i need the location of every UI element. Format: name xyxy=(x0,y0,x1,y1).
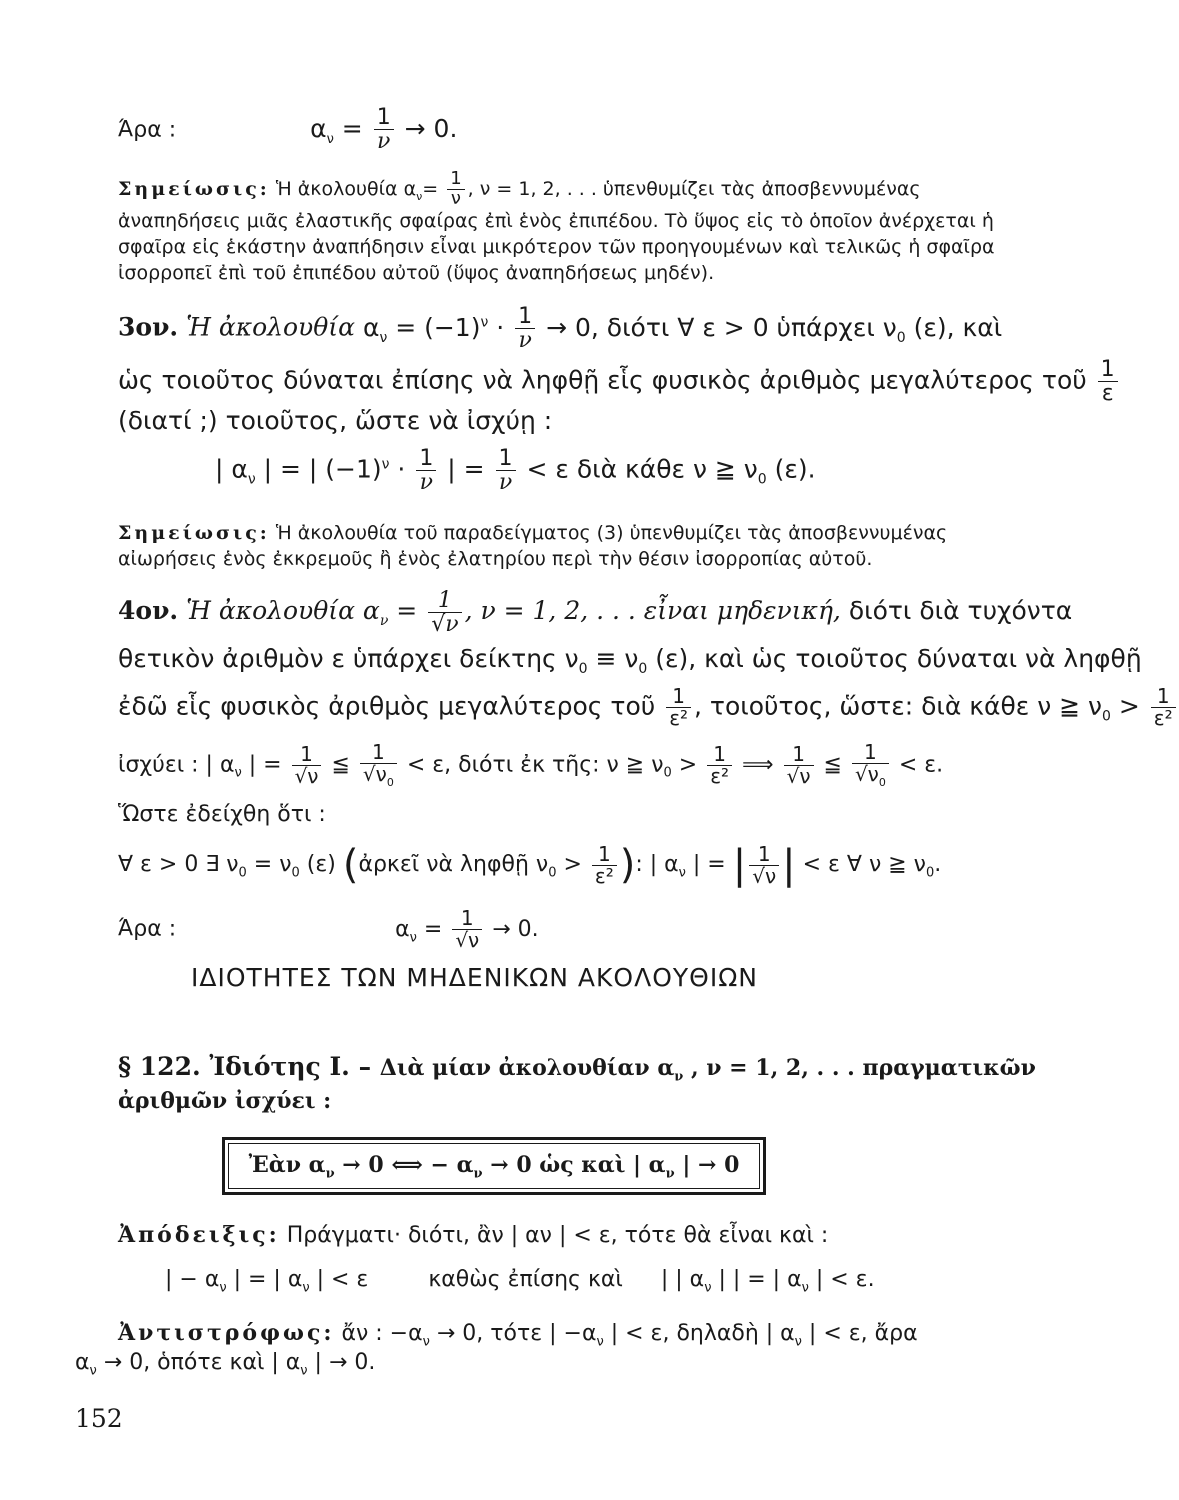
example-4-line-5: Ὥστε ἐδείχθη ὅτι : xyxy=(118,802,326,827)
note-label: Σημείωσις: xyxy=(118,522,270,544)
example-4-line-2: θετικὸν ἀριθμὸν ε ὑπάρχει δείκτης $\nu_0 \equiv \nu_0$ (ε), καὶ ὡς τοιοῦτος δύναται νὰ ληφθῇ xyxy=(118,644,1142,677)
boxed-theorem-text: Ἐὰν $\alpha_\nu \to 0$ ⟺ − $\alpha_\nu \to 0$ ὡς καὶ | $\alpha_\nu$ | → 0 xyxy=(248,1152,740,1182)
example-4-line-6: ∀ ε > 0 ∃ $\nu_0 = \nu_0$ (ε) (ἀρκεῖ νὰ ληφθῇ $\nu_0$ > $\frac{1}{\text{ε²}}$ ): | $\alpha_\nu$ | = | $\frac{1}{√\nu}$ | < ε ∀ ν ≧ $\nu_0$. xyxy=(118,841,942,888)
converse-label: Ἀντιστρόφως: xyxy=(118,1320,335,1346)
proof-line-1: Ἀπόδειξις: Πράγματι· διότι, ἂν | αν | < ε, τότε θὰ εἶναι καὶ : xyxy=(118,1222,829,1248)
example-3-line-3: (διατί ;) τοιοῦτος, ὥστε νὰ ἰσχύῃ : xyxy=(118,406,553,435)
line-ara-1 xyxy=(118,106,457,153)
example-4-line-1: 4ον. Ἡ ἀκολουθία $\alpha_\nu$ = $\frac{1}{√\nu}$ , ν = 1, 2, . . . εἶναι μηδενική, διότι διὰ τυχόντα xyxy=(118,588,1073,638)
line-ara-2: Άρα : $\alpha_\nu$ = $\frac{1}{√\nu}$ → 0. xyxy=(118,906,539,952)
note-1-line-4: ἰσορροπεῖ ἐπὶ τοῦ ἐπιπέδου αὐτοῦ (ὕψος ἀναπηδήσεως μηδέν). xyxy=(118,262,715,284)
example-4-line-3: ἐδῶ εἷς φυσικὸς ἀριθμὸς μεγαλύτερος τοῦ $\frac{1}{\text{ε²}}$ , τοιοῦτος, ὥστε: διὰ κάθε ν ≧ $\nu_0$ > $\frac{1}{\text{ε²}}$ xyxy=(118,686,1179,729)
note-1-line-3: σφαῖρα εἰς ἑκάστην ἀναπήδησιν εἶναι μικρότερον τῶν προηγουμένων καὶ τελικῶς ἡ σφαῖρα xyxy=(118,236,995,258)
converse-line-2: $\alpha_\nu \to 0$, ὁπότε καὶ | $\alpha_\nu$ | → 0. xyxy=(75,1350,376,1379)
note-2-line-2: αἰωρήσεις ἑνὸς ἐκκρεμοῦς ἢ ἑνὸς ἐλατηρίου περὶ τὴν θέσιν ἰσορροπίας αὐτοῦ. xyxy=(118,548,873,570)
proof-label: Ἀπόδειξις: xyxy=(118,1222,280,1248)
proof-line-2: | − $\alpha_\nu$ | = | $\alpha_\nu$ | < ε καθὼς ἐπίσης καὶ | | $\alpha_\nu$ | | = | $\alpha_\nu$ | < ε. xyxy=(165,1267,875,1296)
section-title: ΙΔΙΟΤΗΤΕΣ ΤΩΝ ΜΗΔΕΝΙΚΩΝ ΑΚΟΛΟΥΘΙΩΝ xyxy=(191,963,758,992)
note-label: Σημείωσις: xyxy=(118,177,270,200)
property-1-line-1: § 122. Ἰδιότης Ι. – Διὰ μίαν ἀκολουθίαν $\alpha_\nu$ , ν = 1, 2, . . . πραγματικῶν xyxy=(118,1052,1036,1085)
example-3-line-2: ὡς τοιοῦτος δύναται ἐπίσης νὰ ληφθῇ εἷς φυσικὸς ἀριθμὸς μεγαλύτερος τοῦ $\frac{1}{\varepsilon}$ xyxy=(118,358,1121,405)
example-3-inequality: | $\alpha_\nu$ | = | $(-1)^\nu$ · $\frac{1}{\nu}$ | = $\frac{1}{\nu}$ < ε διὰ κάθε ν ≧ $\nu_0$ (ε). xyxy=(215,446,816,496)
formula: $\alpha_\nu$ = $\frac{1}{\nu}$ → 0. xyxy=(310,105,458,155)
property-1-line-2: ἀριθμῶν ἰσχύει : xyxy=(118,1088,332,1114)
text: Άρα : xyxy=(118,117,177,143)
example-4-line-4: ἰσχύει : | $\alpha_\nu$ | = $\frac{1}{√\nu}$ ≦ $\frac{1}{√\nu_0}$ < ε, διότι ἐκ τῆς: ν ≧ $\nu_0$ > $\frac{1}{\text{ε²}}$ ⟹ $\frac{1}{√\nu}$ ≦ $\frac{1}{√\nu_0}$ < ε. xyxy=(118,740,944,789)
note-1-line-2: ἀναπηδήσεις μιᾶς ἐλαστικῆς σφαίρας ἐπὶ ἑνὸς ἐπιπέδου. Τὸ ὕψος εἰς τὸ ὁποῖον ἀνέρχεται ἡ xyxy=(118,210,994,232)
example-3-line-1: 3ον. Ἡ ἀκολουθία $\alpha_\nu = (-1)^\nu$ · $\frac{1}{\nu}$ → 0, διότι ∀ ε > 0 ὑπάρχει $\nu_0$ (ε), καὶ xyxy=(118,304,1003,354)
converse-line-1: Ἀντιστρόφως: ἄν : $-\alpha_\nu \to 0$, τότε | $-\alpha_\nu$ | < ε, δηλαδὴ | $\alpha_\nu$ | < ε, ἄρα xyxy=(118,1320,918,1350)
boxed-theorem xyxy=(222,1137,766,1195)
note-2-line-1: Σημείωσις: Ἡ ἀκολουθία τοῦ παραδείγματος (3) ὑπενθυμίζει τὰς ἀποσβεννυμένας xyxy=(118,522,948,544)
page-number: 152 xyxy=(75,1404,123,1433)
note-1-line-1: Σημείωσις: Ἡ ἀκολουθία $\alpha_\nu=$ $\frac{1}{\nu}$ , ν = 1, 2, . . . ὑπενθυμίζει τὰς ἀποσβεννυμένας xyxy=(118,168,921,209)
